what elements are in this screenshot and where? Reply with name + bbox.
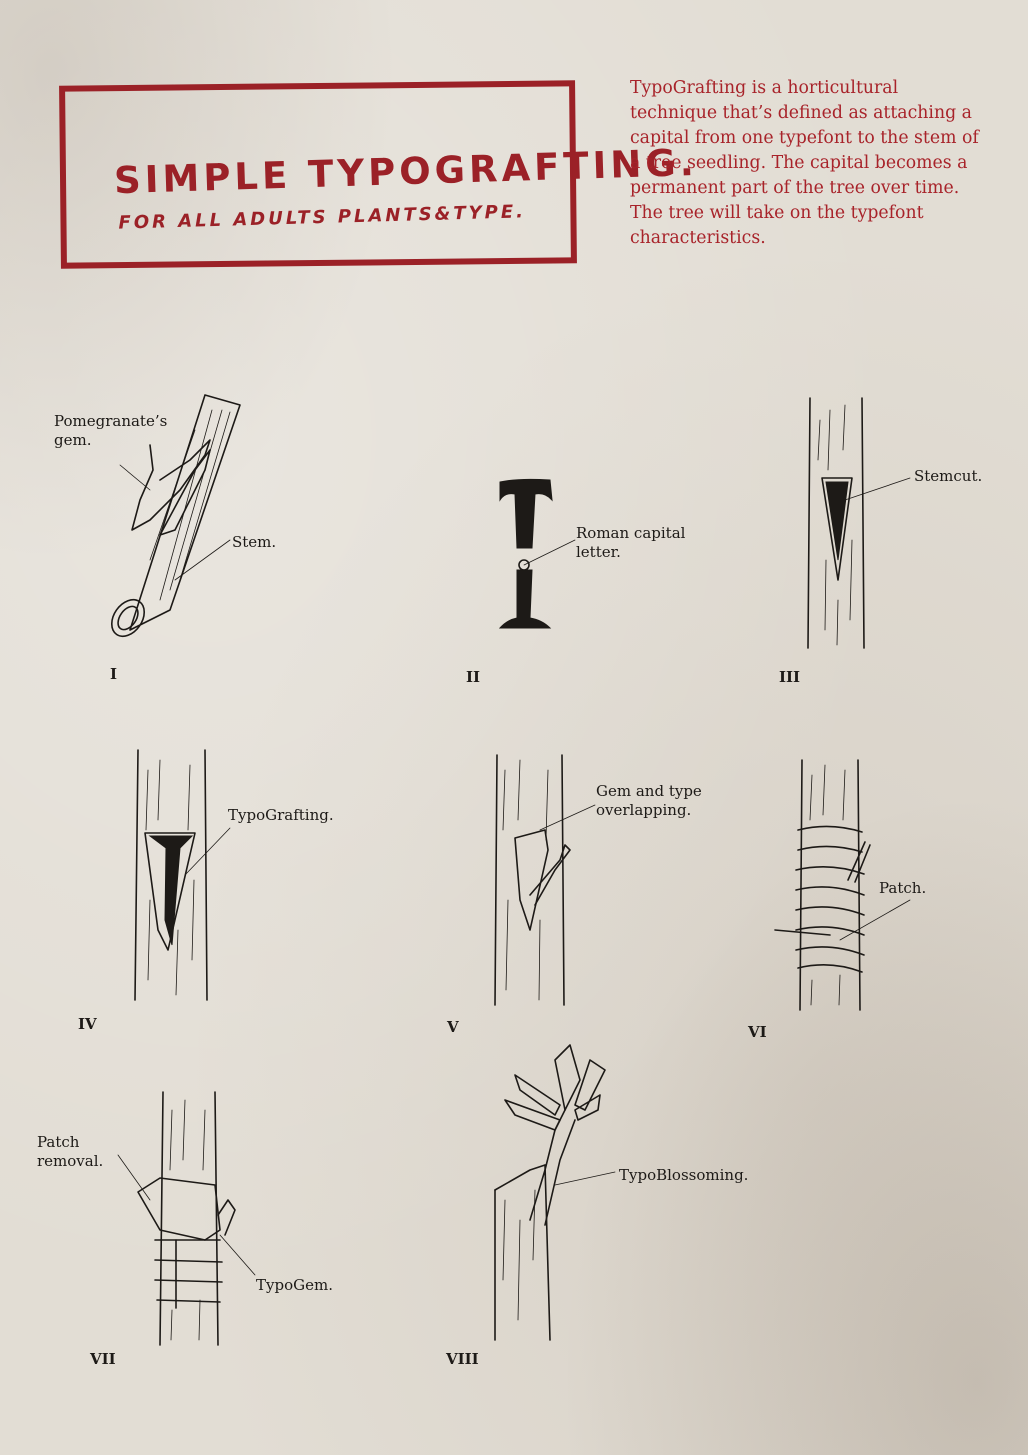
step-3-illustration: [808, 398, 910, 648]
step-number-7: VII: [90, 1350, 116, 1368]
label-stem: Stem.: [232, 533, 277, 551]
label-typogem: TypoGem.: [256, 1276, 333, 1294]
step-number-1: I: [110, 665, 118, 683]
label-roman-capital-letter: Roman capital letter.: [576, 524, 686, 561]
step-number-4: IV: [78, 1015, 97, 1033]
step-number-2: II: [466, 668, 481, 686]
step-5-illustration: [495, 755, 595, 1005]
label-typografting: TypoGrafting.: [228, 806, 334, 824]
label-patch-removal: Patch removal.: [37, 1133, 104, 1170]
label-typoblossoming: TypoBlossoming.: [619, 1166, 749, 1184]
label-pomegranate-gem: Pomegranate’s gem.: [54, 412, 168, 449]
step-4-illustration: [135, 750, 230, 1000]
step-number-6: VI: [748, 1023, 767, 1041]
step-8-illustration: [495, 1045, 615, 1340]
intro-paragraph: TypoGrafting is a horticultural technique that’s defined as attaching a capital from one typefont to the stem of a tree seedling. The capital becomes a permanent part of the tree over time. The tree will take on the typefont characteristics.: [630, 78, 979, 248]
step-number-3: III: [779, 668, 801, 686]
page-subtitle: FOR ALL ADULTS PLANTS&TYPE.: [118, 201, 527, 234]
label-patch: Patch.: [879, 879, 927, 897]
label-gem-type-overlapping: Gem and type overlapping.: [596, 782, 702, 819]
step-7-illustration: [118, 1092, 255, 1345]
label-stemcut: Stemcut.: [914, 467, 983, 485]
step-number-5: V: [447, 1018, 459, 1036]
step-number-8: VIII: [446, 1350, 479, 1368]
page-title: SIMPLE TYPOGRAFTING.: [113, 140, 699, 203]
step-2-illustration: [500, 479, 575, 628]
